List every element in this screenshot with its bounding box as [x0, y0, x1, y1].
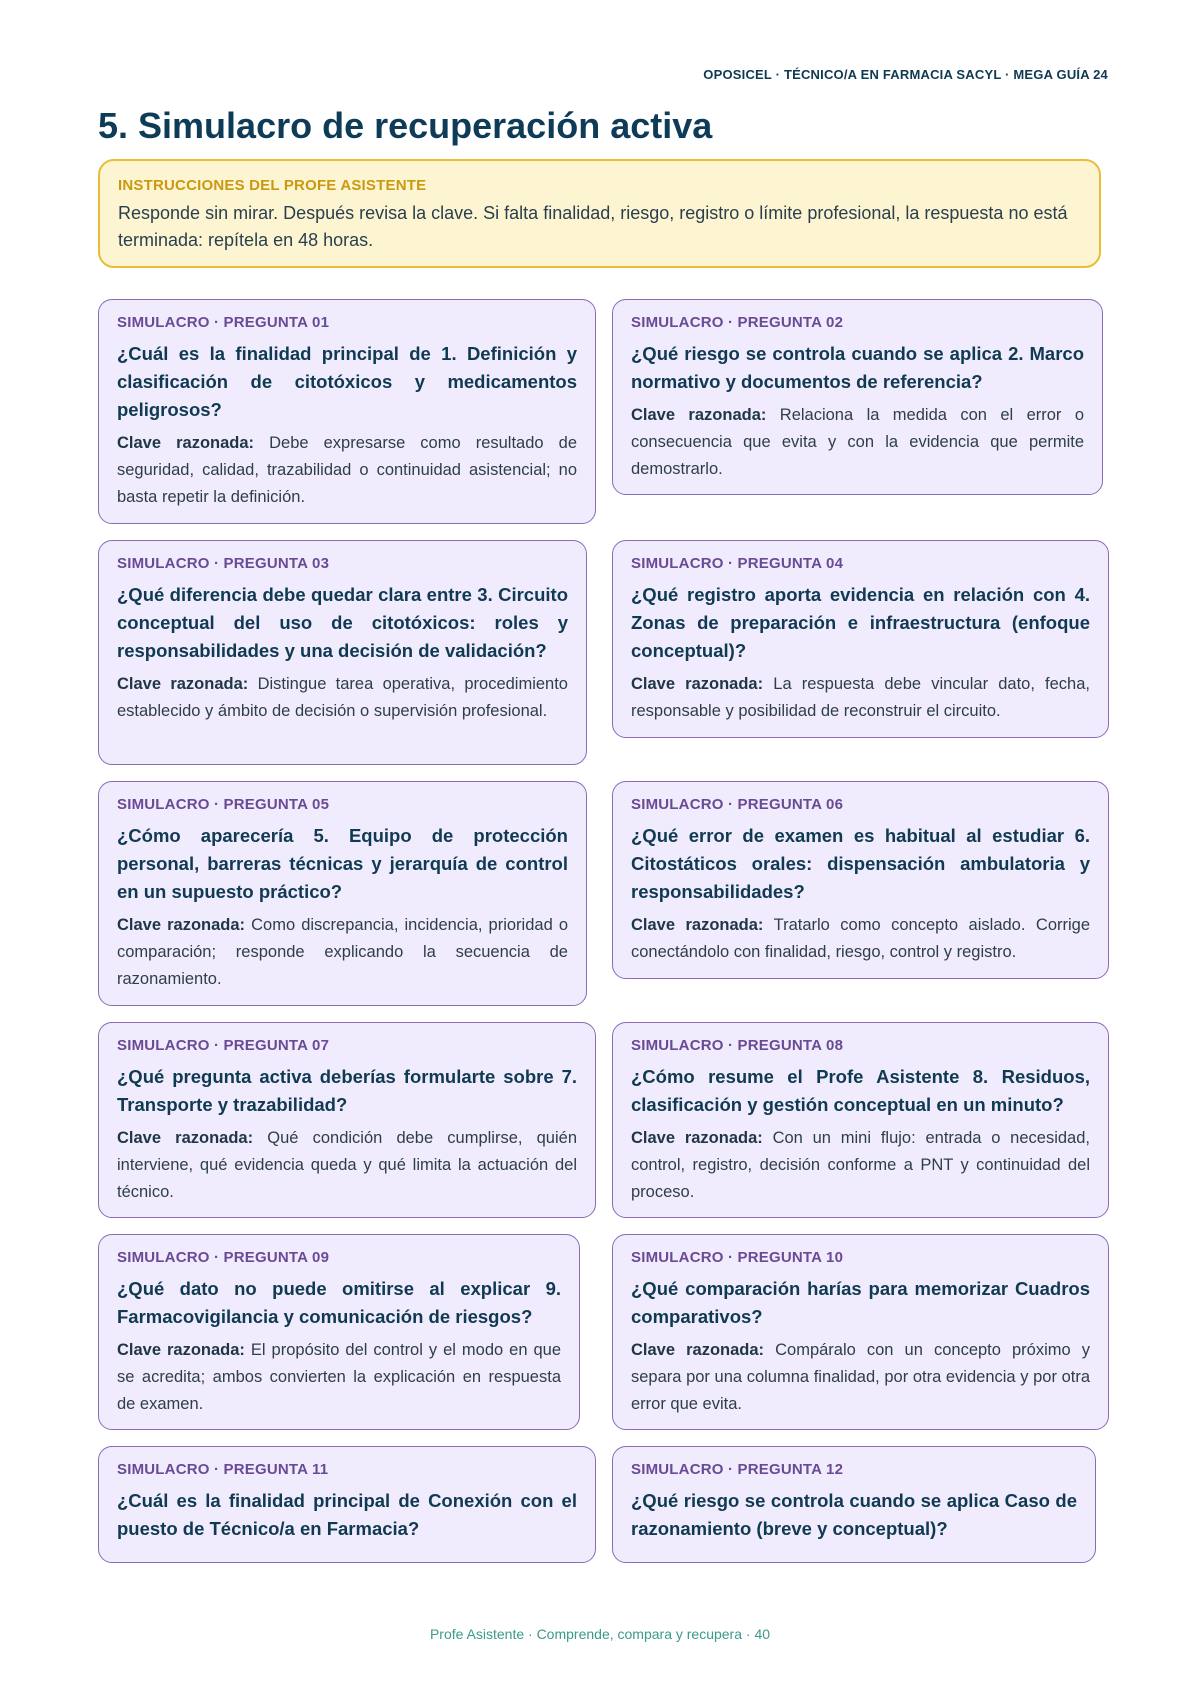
- question-card-08: [612, 1022, 1109, 1218]
- card-answer: [631, 912, 1090, 966]
- card-answer: [631, 671, 1090, 725]
- card-question: ¿Qué riesgo se controla cuando se aplica Caso de razonamiento (breve y conceptual)?: [631, 1490, 1077, 1539]
- instructions-label: INSTRUCCIONES DEL PROFE ASISTENTE: [118, 177, 427, 194]
- answer-key-label: Clave razonada:: [631, 916, 764, 934]
- card-question: ¿Qué diferencia debe quedar clara entre 3. Circuito conceptual del uso de citotóxicos: roles y responsabilidades y una decisión de validación?: [117, 584, 568, 661]
- question-card-09: [98, 1234, 580, 1430]
- question-card-03: [98, 540, 587, 765]
- question-card-07: [98, 1022, 596, 1218]
- card-question: ¿Qué registro aporta evidencia en relación con 4. Zonas de preparación e infraestructura (enfoque conceptual)?: [631, 584, 1090, 661]
- answer-text: Compáralo con un concepto próximo y separa por una columna finalidad, por otra evidencia y por otra error que evita.: [631, 1341, 1091, 1413]
- answer-key-label: Clave razonada:: [117, 434, 255, 452]
- answer-key-label: Clave razonada:: [631, 406, 767, 424]
- answer-text: La respuesta debe vincular dato, fecha, responsable y posibilidad de reconstruir el circuito.: [631, 675, 1090, 720]
- card-label: SIMULACRO · PREGUNTA 06: [631, 796, 844, 813]
- card-label: SIMULACRO · PREGUNTA 05: [117, 796, 330, 813]
- card-label: SIMULACRO · PREGUNTA 02: [631, 314, 844, 331]
- card-label: SIMULACRO · PREGUNTA 01: [117, 314, 330, 331]
- page-title: 5. Simulacro de recuperación activa: [98, 105, 713, 146]
- answer-key-label: Clave razonada:: [117, 1341, 245, 1359]
- running-head: OPOSICEL · TÉCNICO/A EN FARMACIA SACYL · MEGA GUÍA 24: [703, 67, 1108, 82]
- card-answer: [631, 1337, 1090, 1418]
- instructions-box: [98, 159, 1101, 268]
- card-question: ¿Qué error de examen es habitual al estudiar 6. Citostáticos orales: dispensación ambulatoria y responsabilidades?: [631, 825, 1090, 902]
- card-question: ¿Qué pregunta activa deberías formularte sobre 7. Transporte y trazabilidad?: [117, 1066, 577, 1115]
- question-card-06: [612, 781, 1109, 979]
- card-question: ¿Qué dato no puede omitirse al explicar 9. Farmacovigilancia y comunicación de riesgos?: [117, 1278, 561, 1327]
- card-answer: [117, 671, 568, 725]
- card-answer: [117, 912, 568, 993]
- question-card-05: [98, 781, 587, 1006]
- answer-text: Tratarlo como concepto aislado. Corrige conectándolo con finalidad, riesgo, control y registro.: [631, 916, 1090, 961]
- question-card-12: [612, 1446, 1096, 1563]
- card-question: ¿Cómo resume el Profe Asistente 8. Residuos, clasificación y gestión conceptual en un minuto?: [631, 1066, 1090, 1115]
- card-label: SIMULACRO · PREGUNTA 12: [631, 1461, 844, 1478]
- answer-key-label: Clave razonada:: [117, 916, 246, 934]
- answer-text: Qué condición debe cumplirse, quién interviene, qué evidencia queda y qué limita la actuación del técnico.: [117, 1129, 577, 1201]
- answer-text: Distingue tarea operativa, procedimiento establecido y ámbito de decisión o supervisión profesional.: [117, 675, 568, 720]
- answer-text: Con un mini flujo: entrada o necesidad, control, registro, decisión conforme a PNT y continuidad del proceso.: [631, 1129, 1090, 1201]
- card-label: SIMULACRO · PREGUNTA 07: [117, 1037, 330, 1054]
- answer-text: Debe expresarse como resultado de seguridad, calidad, trazabilidad o continuidad asistencial; no basta repetir la definición.: [117, 434, 578, 506]
- card-answer: [117, 430, 577, 511]
- card-label: SIMULACRO · PREGUNTA 04: [631, 555, 844, 572]
- answer-text: Como discrepancia, incidencia, prioridad o comparación; responde explicando la secuencia de razonamiento.: [117, 916, 568, 988]
- answer-key-label: Clave razonada:: [117, 675, 249, 693]
- question-card-02: [612, 299, 1103, 495]
- question-card-04: [612, 540, 1109, 738]
- card-label: SIMULACRO · PREGUNTA 09: [117, 1249, 330, 1266]
- question-card-10: [612, 1234, 1109, 1430]
- card-label: SIMULACRO · PREGUNTA 08: [631, 1037, 844, 1054]
- answer-key-label: Clave razonada:: [631, 1129, 763, 1147]
- card-question: ¿Cuál es la finalidad principal de 1. Definición y clasificación de citotóxicos y medicamentos peligrosos?: [117, 343, 577, 420]
- question-card-11: [98, 1446, 596, 1563]
- card-answer: [117, 1125, 577, 1206]
- instructions-text: Responde sin mirar. Después revisa la clave. Si falta finalidad, riesgo, registro o límite profesional, la respuesta no está terminada: repítela en 48 horas.: [118, 203, 1068, 250]
- question-card-01: [98, 299, 596, 524]
- card-question: ¿Qué riesgo se controla cuando se aplica 2. Marco normativo y documentos de referencia?: [631, 343, 1084, 392]
- card-answer: [631, 402, 1084, 483]
- page-footer: Profe Asistente · Comprende, compara y recupera · 40: [429, 1626, 771, 1642]
- card-question: ¿Cómo aparecería 5. Equipo de protección personal, barreras técnicas y jerarquía de control en un supuesto práctico?: [117, 825, 568, 902]
- answer-text: Relaciona la medida con el error o consecuencia que evita y con la evidencia que permite demostrarlo.: [631, 406, 1084, 478]
- card-answer: [631, 1125, 1090, 1206]
- answer-key-label: Clave razonada:: [631, 675, 764, 693]
- answer-key-label: Clave razonada:: [631, 1341, 765, 1359]
- card-label: SIMULACRO · PREGUNTA 11: [117, 1461, 329, 1478]
- card-answer: [117, 1337, 561, 1418]
- card-label: SIMULACRO · PREGUNTA 03: [117, 555, 330, 572]
- answer-key-label: Clave razonada:: [117, 1129, 254, 1147]
- card-question: ¿Cuál es la finalidad principal de Conexión con el puesto de Técnico/a en Farmacia?: [117, 1490, 577, 1539]
- card-question: ¿Qué comparación harías para memorizar Cuadros comparativos?: [631, 1278, 1090, 1327]
- card-label: SIMULACRO · PREGUNTA 10: [631, 1249, 844, 1266]
- answer-text: El propósito del control y el modo en que se acredita; ambos convierten la explicación en respuesta de examen.: [117, 1341, 561, 1413]
